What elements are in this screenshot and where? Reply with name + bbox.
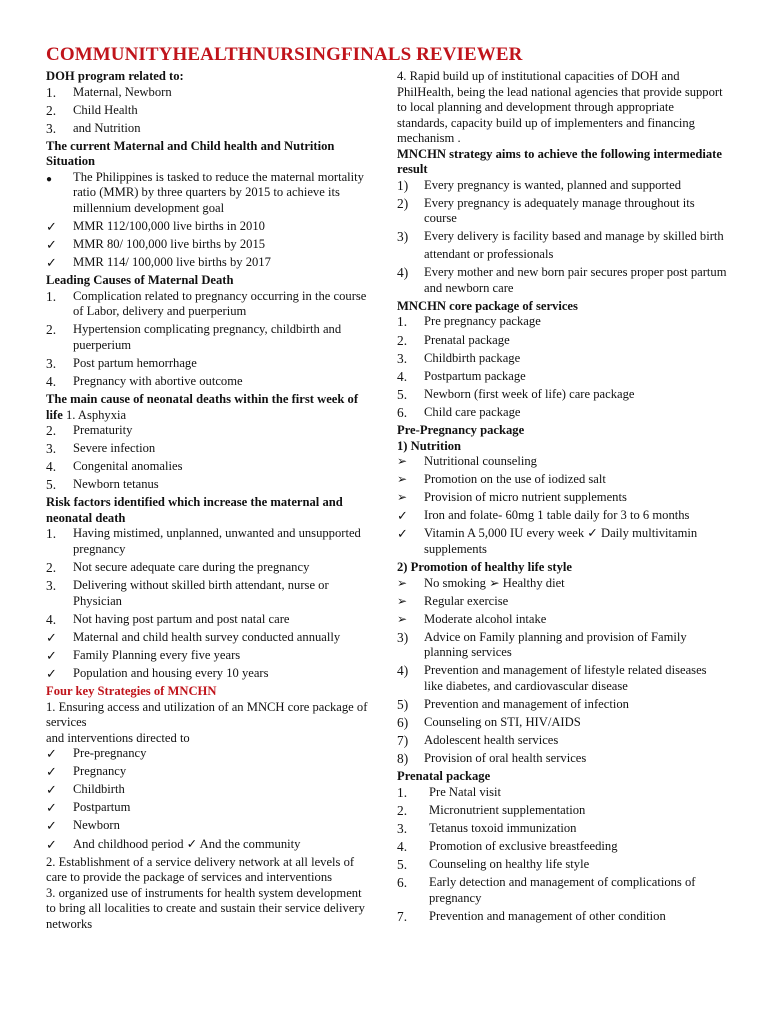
checkmark-icon: ✓: [46, 255, 57, 271]
checkmark-icon: ✓: [46, 782, 57, 798]
section-heading: [397, 769, 727, 785]
list-item: [397, 490, 727, 506]
list-item: [397, 472, 727, 488]
list-item-text: Newborn: [73, 818, 120, 833]
list-item: [397, 526, 727, 557]
heading-text: Pre-Pregnancy package: [397, 423, 525, 438]
list-marker: 6): [397, 715, 409, 731]
list-item-text: Newborn tetanus: [73, 477, 159, 492]
list-item: [397, 857, 727, 873]
list-item: [46, 782, 372, 798]
list-item: [46, 764, 372, 780]
list-item: [46, 289, 372, 320]
list-item: [397, 314, 727, 330]
list-item: [397, 715, 727, 731]
section-heading: [46, 69, 372, 85]
list-item: [46, 746, 372, 762]
paragraph: 4. Rapid build up of institutional capacities of DOH and PhilHealth, being the lead national agencies that provide support to local planning and development through appropriate standards, capacity build up of implementers and financing mechanism .: [397, 69, 723, 145]
list-item-text: Nutritional counseling: [424, 454, 537, 469]
list-marker: 3.: [46, 578, 57, 594]
list-item-text: Provision of micro nutrient supplements: [424, 490, 627, 505]
checkmark-icon: ✓: [46, 647, 57, 663]
list-item: [46, 630, 372, 646]
list-marker: 1.: [46, 288, 57, 304]
checkmark-icon: ✓: [46, 818, 57, 834]
list-item: [397, 351, 727, 367]
heading-text: MNCHN strategy aims to achieve the following intermediate result: [397, 146, 722, 176]
list-item: [397, 229, 727, 245]
arrow-bullet-icon: ➢: [397, 611, 408, 626]
list-marker: 2.: [46, 560, 57, 575]
list-item-text: Severe infection: [73, 441, 156, 456]
list-marker: 2.: [397, 802, 408, 818]
checkmark-icon: ✓: [46, 746, 57, 762]
list-item: [397, 785, 727, 801]
arrow-bullet-icon: ➢: [397, 575, 408, 590]
section-heading: [46, 684, 372, 700]
list-marker: 2.: [46, 423, 57, 439]
heading-text: DOH program related to:: [46, 69, 184, 83]
list-item: [46, 170, 372, 217]
list-item: [46, 612, 372, 628]
list-item-text: Pre Natal visit: [429, 784, 502, 799]
list-item: [397, 839, 727, 855]
list-marker: 3.: [46, 441, 57, 457]
list-item: [397, 387, 727, 403]
heading-text: The current Maternal and Child health and Nutrition Situation: [46, 138, 335, 169]
list-item-text: Child care package: [424, 404, 521, 419]
list-item: [46, 837, 372, 853]
list-item: [397, 697, 727, 713]
list-item-text: Having mistimed, unplanned, unwanted and unsupported pregnancy: [73, 526, 361, 556]
list-marker: 3.: [46, 120, 57, 136]
list-item: [46, 648, 372, 664]
list-marker: 3.: [46, 355, 57, 371]
section-heading: [46, 139, 372, 170]
right-column: [397, 69, 727, 927]
list-marker: 2): [397, 195, 409, 211]
list-item: [397, 594, 727, 610]
list-item-text: Prevention and management of infection: [424, 696, 629, 711]
list-item-text: Child Health: [73, 102, 138, 117]
list-marker: 1.: [397, 784, 408, 800]
list-item: [46, 800, 372, 816]
arrow-bullet-icon: ➢: [397, 472, 408, 487]
checkmark-icon: ✓: [397, 526, 408, 542]
arrow-bullet-icon: ➢: [397, 454, 408, 469]
list-item-text: No smoking ➢ Healthy diet: [424, 575, 565, 590]
list-item-text: Postpartum: [73, 800, 131, 815]
list-item: [46, 121, 372, 137]
list-marker: 2.: [46, 322, 57, 338]
list-item: [46, 578, 372, 609]
list-item: [46, 666, 372, 682]
section-heading: [397, 423, 727, 439]
list-marker: 2.: [397, 332, 408, 348]
list-marker: 7.: [397, 908, 408, 924]
list-item-text: Pregnancy: [73, 764, 127, 779]
list-item: [397, 265, 727, 296]
list-item-text: Advice on Family planning and provision of Family planning services: [424, 629, 687, 660]
list-marker: 4): [397, 663, 409, 679]
list-item-text: Every pregnancy is wanted, planned and supported: [424, 177, 682, 192]
list-item-text: Complication related to pregnancy occurring in the course of Labor, delivery and puerperium: [73, 288, 367, 319]
list-item: [397, 178, 727, 194]
list-marker: 5.: [397, 857, 408, 873]
list-item-text: Every delivery is facility based and manage by skilled birth: [424, 229, 724, 244]
list-item: [397, 751, 727, 767]
list-marker: 4.: [397, 368, 408, 384]
list-marker: 4.: [397, 839, 408, 855]
list-item: [397, 630, 727, 661]
list-item: [46, 85, 372, 101]
list-item-text: Early detection and management of complications of pregnancy: [429, 875, 696, 905]
list-item-text: Pre pregnancy package: [424, 314, 541, 329]
list-marker: 4.: [46, 373, 57, 389]
list-item-text: Post partum hemorrhage: [73, 355, 197, 370]
list-item-text: Tetanus toxoid immunization: [429, 821, 577, 836]
list-item: [46, 526, 372, 557]
heading-text: MNCHN core package of services: [397, 298, 578, 313]
list-item: [397, 875, 727, 906]
list-item-text: Not secure adequate care during the pregnancy: [73, 560, 310, 574]
list-marker: 4.: [46, 611, 57, 627]
list-item-text: Every mother and new born pair secures proper post partum and newborn care: [424, 265, 727, 295]
list-item: [46, 441, 372, 457]
list-marker: 1.: [397, 314, 408, 330]
list-item: [46, 818, 372, 834]
list-item-text: Promotion on the use of iodized salt: [424, 472, 606, 487]
bullet-icon: ●: [46, 173, 53, 185]
document-title: COMMUNITYHEALTHNURSINGFINALS REVIEWER: [46, 44, 523, 65]
list-item: [397, 369, 727, 385]
list-item: [46, 477, 372, 493]
list-item-text: Postpartum package: [424, 368, 526, 383]
list-marker: 5.: [46, 477, 57, 493]
list-item-text: Not having post partum and post natal care: [73, 611, 290, 626]
list-item: [397, 803, 727, 819]
list-marker: 5): [397, 696, 409, 712]
list-item: [397, 196, 727, 227]
section-heading: [46, 392, 372, 423]
list-item-text: and Nutrition: [73, 120, 141, 135]
list-item: [46, 459, 372, 475]
list-item: [46, 356, 372, 372]
list-item-text: Hypertension complicating pregnancy, childbirth and puerperium: [73, 322, 342, 352]
list-item: [397, 909, 727, 925]
list-item: [397, 576, 727, 592]
list-marker: 1.: [46, 526, 57, 542]
checkmark-icon: ✓: [46, 665, 57, 681]
list-item-text: Maternal, Newborn: [73, 84, 172, 99]
list-item-text: Provision of oral health services: [424, 751, 587, 766]
heading-inline-item: 1. Asphyxia: [62, 407, 127, 422]
list-marker: 6.: [397, 404, 408, 420]
paragraph: and interventions directed to: [46, 730, 190, 745]
list-item-text: Prevention and management of other condition: [429, 908, 666, 923]
section-heading: [46, 495, 372, 526]
list-item-text: Newborn (first week of life) care package: [424, 386, 635, 401]
list-item: [46, 423, 372, 439]
list-item: [397, 733, 727, 749]
list-item-text: Maternal and child health survey conducted annually: [73, 629, 341, 644]
heading-text: Four key Strategies of MNCHN: [46, 684, 217, 699]
heading-text: 1) Nutrition: [397, 438, 462, 453]
paragraph: 1. Ensuring access and utilization of an MNCH core package of services: [46, 699, 368, 730]
list-item-text: Moderate alcohol intake: [424, 611, 547, 626]
list-marker: 1): [397, 177, 409, 193]
list-marker: 3): [397, 629, 409, 645]
list-item-text: Counseling on healthy life style: [429, 857, 590, 872]
list-item-text: Iron and folate- 60mg 1 table daily for 3 to 6 months: [424, 508, 690, 523]
list-marker: 3): [397, 229, 409, 245]
section-heading: [397, 439, 727, 455]
checkmark-icon: ✓: [46, 236, 57, 252]
list-marker: 3.: [397, 350, 408, 366]
list-item: [46, 103, 372, 119]
list-marker: 5.: [397, 386, 408, 402]
list-item-text: Promotion of exclusive breastfeeding: [429, 839, 618, 854]
section-heading: [397, 299, 727, 315]
paragraph: 2. Establishment of a service delivery network at all levels of care to provide the package of services and interventions: [46, 854, 355, 885]
list-item-text: Every pregnancy is adequately manage throughout its course: [424, 195, 695, 226]
list-item: [397, 247, 727, 263]
list-item: [397, 821, 727, 837]
list-marker: 1.: [46, 84, 57, 100]
list-item-text: Prevention and management of lifestyle related diseases like diabetes, and cardiovascular disease: [424, 663, 707, 693]
list-item: [46, 560, 372, 576]
list-item-text: Pre-pregnancy: [73, 746, 147, 761]
list-item-text: Delivering without skilled birth attendant, nurse or Physician: [73, 578, 329, 608]
list-marker: 4.: [46, 459, 57, 475]
list-item: [46, 219, 372, 235]
list-item-text: Population and housing every 10 years: [73, 665, 269, 680]
list-item: [397, 612, 727, 628]
checkmark-icon: ✓: [46, 629, 57, 645]
list-item: [397, 508, 727, 524]
list-item: [397, 333, 727, 349]
list-item-text: Congenital anomalies: [73, 459, 183, 474]
list-marker: 2.: [46, 102, 57, 118]
list-item-text: The Philippines is tasked to reduce the maternal mortality ratio (MMR) by three quarters by 2015 to achieve its millennium development goal: [73, 169, 364, 215]
heading-text: The main cause of neonatal deaths within the first week of life: [46, 392, 359, 422]
list-item-text: MMR 114/ 100,000 live births by 2017: [73, 255, 271, 270]
list-item-text: And childhood period ✓ And the community: [73, 836, 301, 851]
list-item-text: Pregnancy with abortive outcome: [73, 373, 243, 388]
checkmark-icon: ✓: [46, 764, 57, 780]
list-item: [397, 405, 727, 421]
list-item-text: Family Planning every five years: [73, 647, 241, 662]
list-marker: 4): [397, 265, 409, 281]
list-marker: 8): [397, 751, 409, 767]
list-item-text: Vitamin A 5,000 IU every week ✓ Daily multivitamin supplements: [424, 526, 698, 556]
checkmark-icon: ✓: [46, 800, 57, 816]
section-heading: [46, 273, 372, 289]
list-item-text: Childbirth package: [424, 350, 521, 365]
list-item-text: Counseling on STI, HIV/AIDS: [424, 715, 581, 730]
list-item-text: Regular exercise: [424, 593, 509, 608]
list-item-text: Prematurity: [73, 423, 133, 438]
list-marker: 6.: [397, 875, 408, 891]
list-item-text: Prenatal package: [424, 332, 510, 347]
arrow-bullet-icon: ➢: [397, 490, 408, 505]
list-item: [46, 255, 372, 271]
checkmark-icon: ✓: [46, 218, 57, 234]
left-column: [46, 69, 372, 932]
list-item: [46, 374, 372, 390]
checkmark-icon: ✓: [46, 836, 57, 852]
list-item-text: attendant or professionals: [424, 247, 554, 262]
heading-text: Leading Causes of Maternal Death: [46, 273, 234, 288]
heading-text: Risk factors identified which increase the maternal and neonatal death: [46, 495, 343, 525]
arrow-bullet-icon: ➢: [397, 593, 408, 608]
section-heading: [397, 560, 727, 576]
list-item-text: MMR 80/ 100,000 live births by 2015: [73, 236, 266, 251]
list-item-text: Adolescent health services: [424, 733, 559, 748]
list-marker: 7): [397, 733, 409, 749]
list-item-text: Micronutrient supplementation: [429, 802, 586, 817]
list-item: [397, 454, 727, 470]
list-marker: 3.: [397, 821, 408, 837]
list-item: [397, 663, 727, 694]
checkmark-icon: ✓: [397, 508, 408, 524]
list-item: [46, 322, 372, 353]
list-item: [46, 237, 372, 253]
paragraph: 3. organized use of instruments for health system development to bring all localities to create and sustain their service delivery networks: [46, 885, 365, 931]
section-heading: [397, 147, 727, 178]
heading-text: Prenatal package: [397, 769, 491, 784]
heading-text: 2) Promotion of healthy life style: [397, 560, 573, 574]
list-item-text: Childbirth: [73, 782, 125, 797]
list-item-text: MMR 112/100,000 live births in 2010: [73, 218, 265, 233]
